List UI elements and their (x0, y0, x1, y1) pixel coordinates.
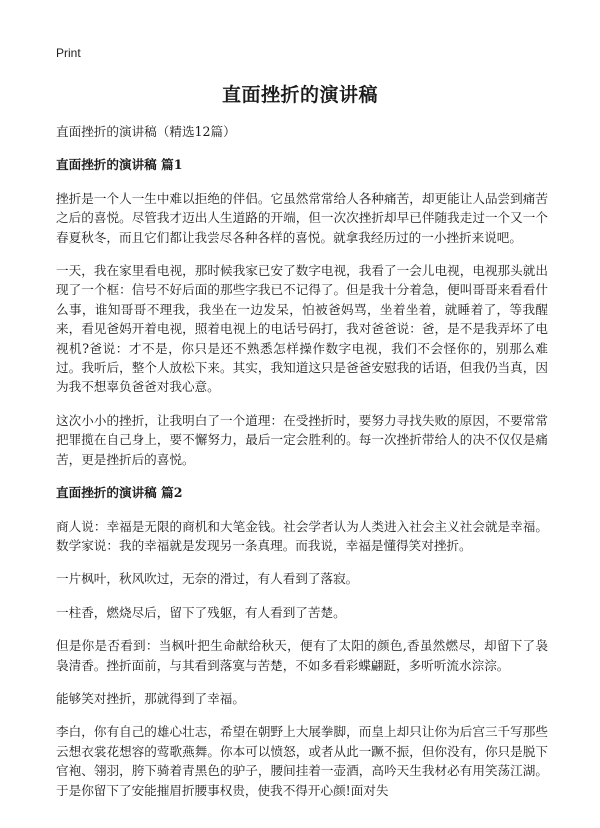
paragraph: 挫折是一个人一生中难以拒绝的伴侣。它虽然常常给人各种痛苦，却更能让人品尝到痛苦之后的喜悦。尽管我才迈出人生道路的开端，但一次次挫折却早已伴随我走过一个又一个春夏秋冬，而且它们都让我尝尽各种各样的喜悦。就拿我经历过的一小挫折来说吧。 (56, 190, 548, 245)
paragraph: 一天，我在家里看电视，那时候我家已安了数字电视，我看了一会儿电视，电视那头就出现了一个框：信号不好后面的那些字我已不记得了。但是我十分着急，便叫哥哥来看看什么事，谁知哥哥不理我，我坐在一边发呆，怕被爸妈骂，坐着坐着，就睡着了，等我醒来，看见爸妈开着电视，照着电视上的电话号码打，我对爸爸说：爸，是不是我弄坏了电视机?爸说：才不是，你只是还不熟悉怎样操作数字电视，我们不会怪你的，别那么难过。我听后，整个人放松下来。其实，我知道这只是爸爸安慰我的话语，但我仍当真，因为我不想辜负爸爸对我心意。 (56, 263, 548, 395)
section-1 (56, 155, 548, 469)
document-subtitle: 直面挫折的演讲稿（精选12篇） (56, 124, 236, 139)
paragraph: 一柱香，燃烧尽后，留下了残躯，有人看到了苦楚。 (56, 604, 346, 620)
section-heading: 直面挫折的演讲稿 篇2 (56, 485, 183, 501)
paragraph: 能够笑对挫折，那就得到了幸福。 (56, 690, 245, 706)
document-body (56, 122, 548, 814)
section-2 (56, 483, 548, 800)
paragraph: 商人说：幸福是无限的商机和大笔金钱。社会学者认为人类进入社会主义社会就是幸福。数学家说：我的幸福就是发现另一条真理。而我说，幸福是懂得笑对挫折。 (56, 518, 548, 553)
print-link[interactable]: Print (56, 46, 81, 60)
paragraph: 李白，你有自己的雄心壮志，希望在朝野上大展拳脚，而皇上却只让你为后宫三千写那些云想衣裳花想容的莺歌燕舞。你本可以愤怒，或者从此一蹶不振，但你没有，你只是脱下官袍、翎羽，胯下骑着青黑色的驴子，腰间挂着一壶酒，高吟天生我材必有用笑荡江湖。于是你留下了安能摧眉折腰事权贵，使我不得开心颜!面对失 (56, 724, 548, 798)
paragraph: 但是你是否看到：当枫叶把生命献给秋天，便有了太阳的颜色,香虽然燃尽，却留下了袅袅清香。挫折面前，与其看到落寞与苦楚，不如多看彩蝶翩跹，多听听流水淙淙。 (56, 638, 548, 673)
paragraph: 这次小小的挫折，让我明白了一个道理：在受挫折时，要努力寻找失败的原因，不要常常把罪揽在自己身上，要不懈努力，最后一定会胜利的。每一次挫折带给人的决不仅仅是痛苦，更是挫折后的喜悦。 (56, 412, 548, 467)
section-heading: 直面挫折的演讲稿 篇1 (56, 157, 183, 173)
paragraph: 一片枫叶，秋风吹过，无奈的滑过，有人看到了落寂。 (56, 571, 359, 587)
page-title: 直面挫折的演讲稿 (221, 84, 378, 106)
